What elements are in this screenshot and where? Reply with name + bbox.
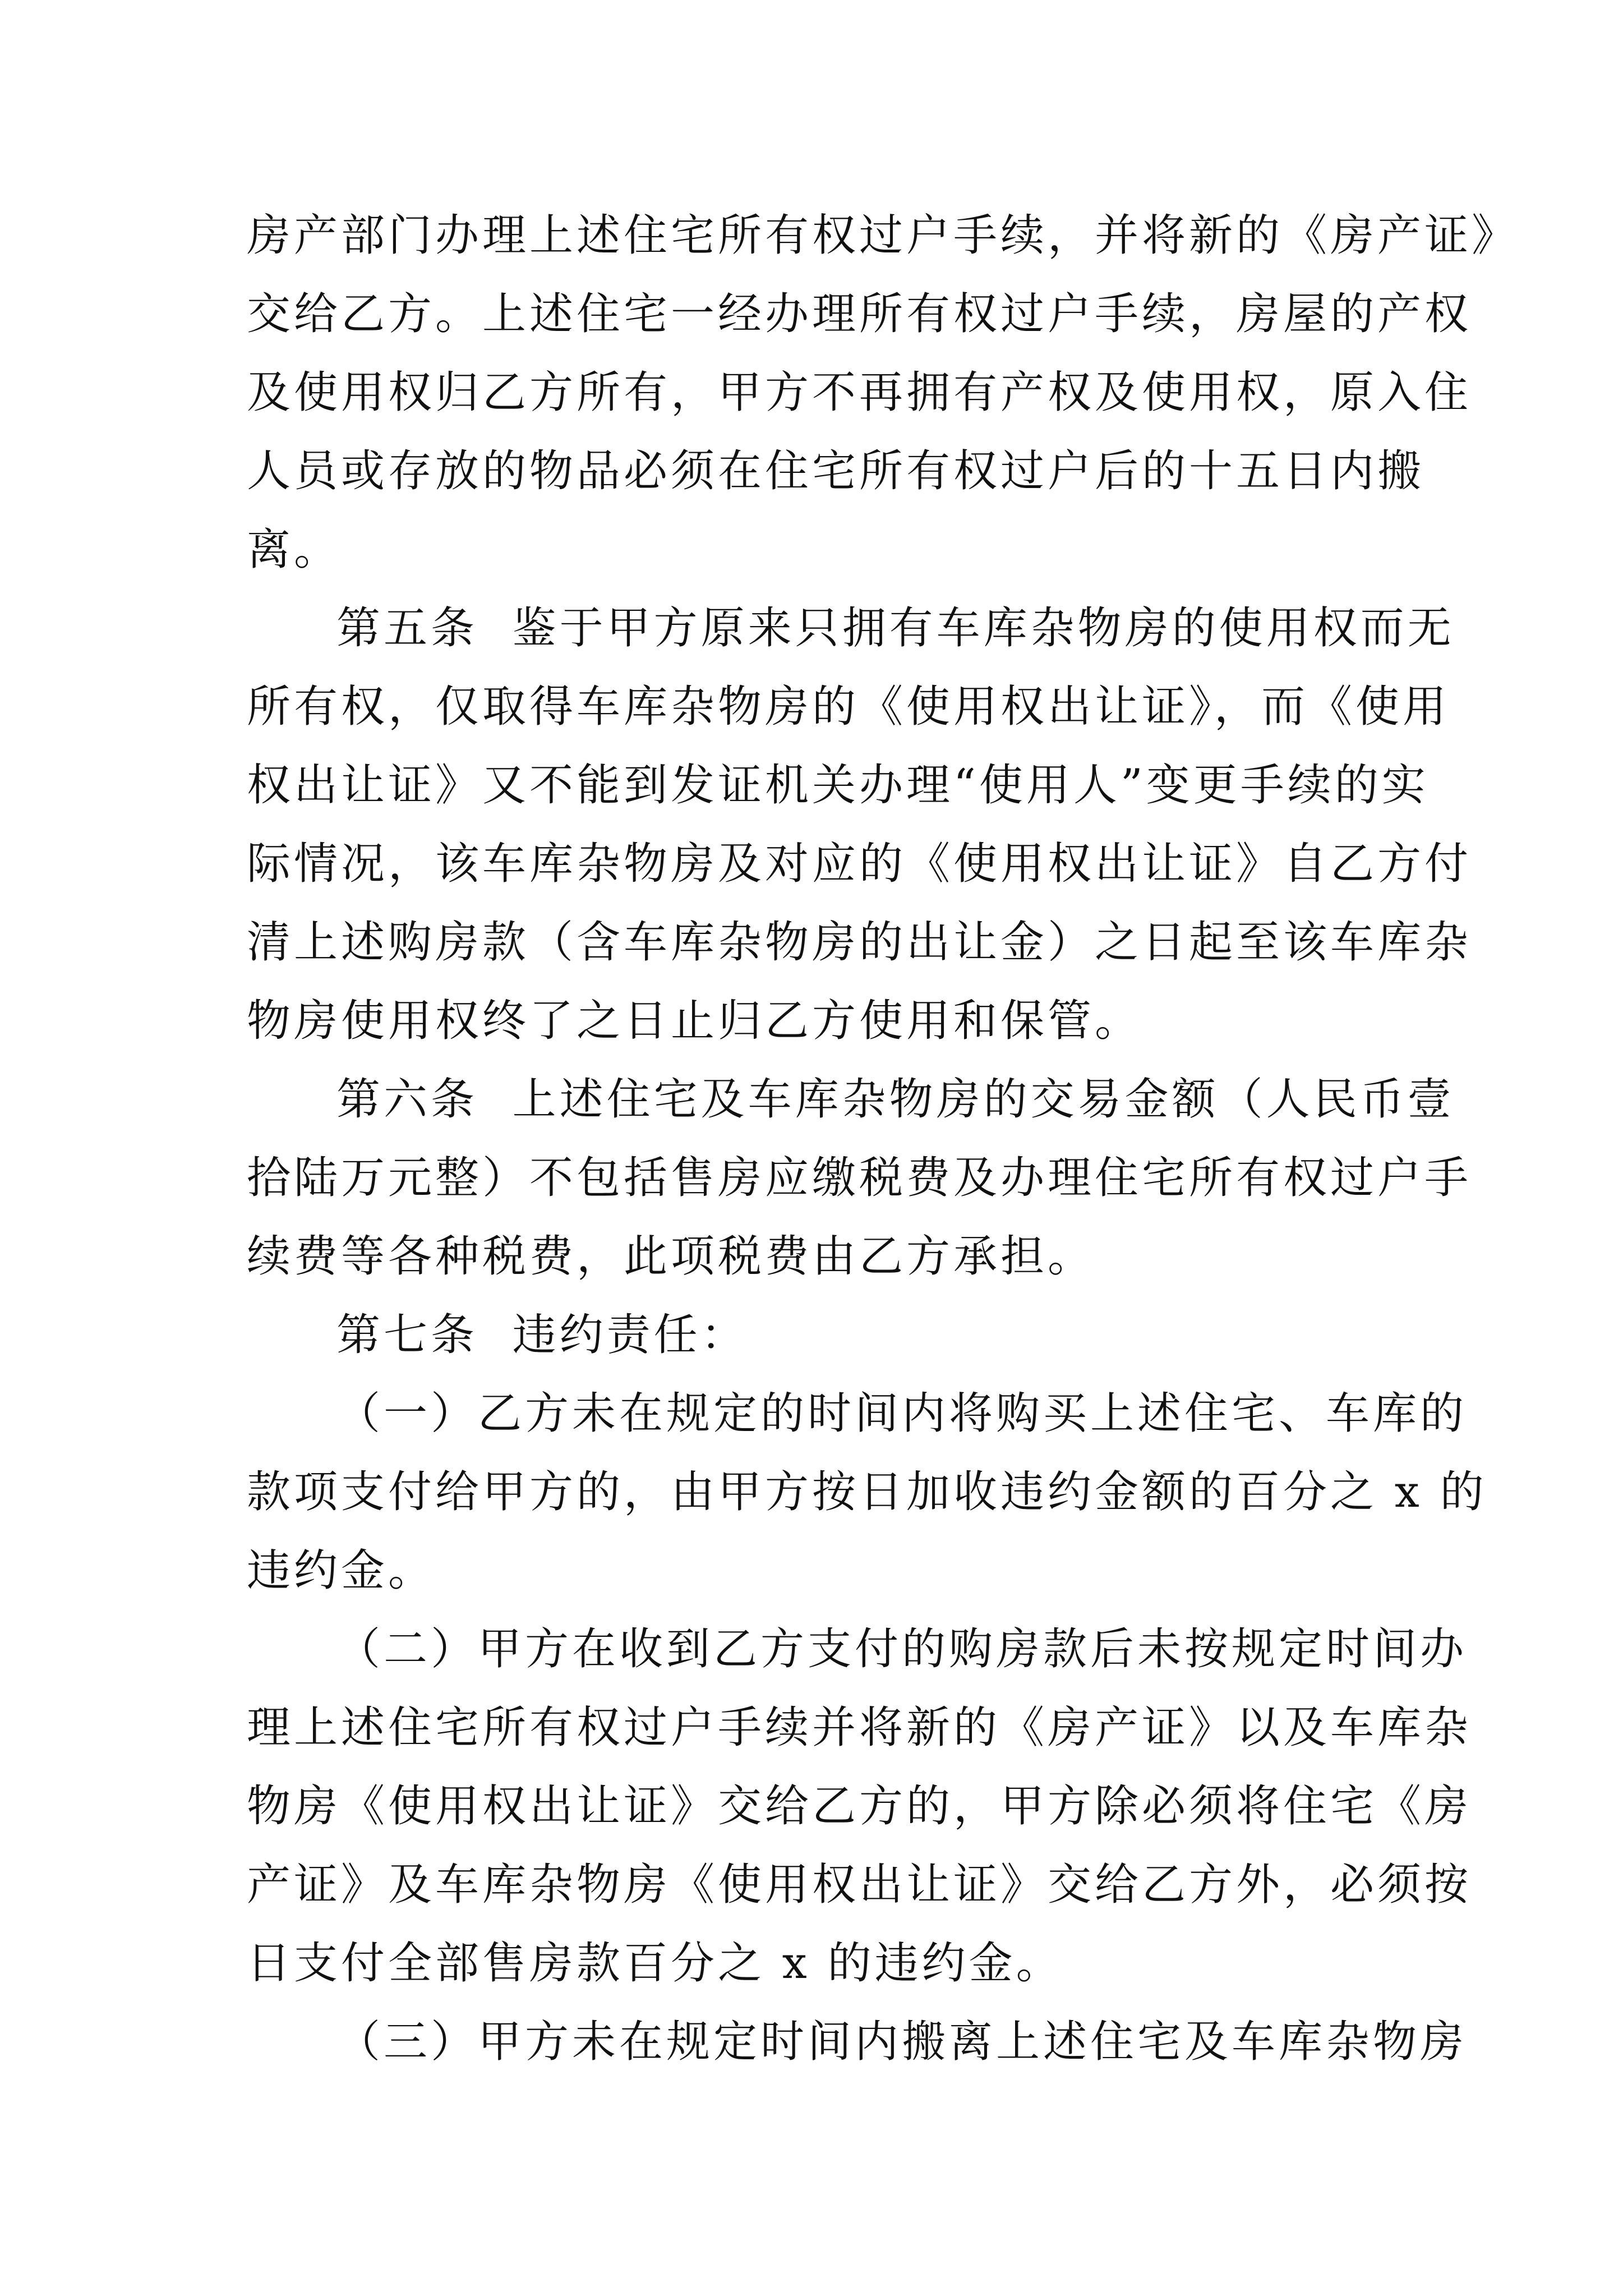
text-line: 违约金。 xyxy=(247,1545,436,1596)
text-line: 理上述住宅所有权过户手续并将新的《房产证》以及车库杂 xyxy=(247,1703,1472,1753)
text-line: 人员或存放的物品必须在住宅所有权过户后的十五日内搬 xyxy=(247,446,1425,496)
clause-7-heading-line: 第七条 违约责任： xyxy=(336,1310,748,1360)
text-line: 产证》及车库杂物房《使用权出让证》交给乙方外，必须按 xyxy=(247,1860,1472,1910)
text-line: 物房使用权终了之日止归乙方使用和保管。 xyxy=(247,996,1142,1046)
subclause-1-line: （一）乙方未在规定的时间内将购买上述住宅、车库的 xyxy=(336,1388,1468,1439)
text-line: 交给乙方。上述住宅一经办理所有权过户手续，房屋的产权 xyxy=(247,289,1472,339)
text-line: 续费等各种税费，此项税费由乙方承担。 xyxy=(247,1231,1095,1282)
subclause-2-line: （二）甲方在收到乙方支付的购房款后未按规定时间办 xyxy=(336,1624,1468,1674)
subclause-3-line: （三）甲方未在规定时间内搬离上述住宅及车库杂物房 xyxy=(336,2017,1468,2067)
clause-5-heading-line: 第五条 鉴于甲方原来只拥有车库杂物房的使用权而无 xyxy=(336,603,1455,654)
text-line: 房产部门办理上述住宅所有权过户手续，并将新的《房产证》 xyxy=(247,210,1519,261)
text-line: 所有权，仅取得车库杂物房的《使用权出让证》，而《使用 xyxy=(247,682,1450,732)
text-line: 日支付全部售房款百分之 x 的违约金。 xyxy=(247,1938,1063,1989)
text-line: 际情况，该车库杂物房及对应的《使用权出让证》自乙方付 xyxy=(247,839,1472,889)
text-line: 离。 xyxy=(247,524,342,575)
text-line: 物房《使用权出让证》交给乙方的，甲方除必须将住宅《房 xyxy=(247,1781,1472,1832)
clause-6-heading-line: 第六条 上述住宅及车库杂物房的交易金额（人民币壹 xyxy=(336,1074,1455,1125)
text-line: 拾陆万元整）不包括售房应缴税费及办理住宅所有权过户手 xyxy=(247,1153,1472,1203)
text-line: 权出让证》又不能到发证机关办理“使用人”变更手续的实 xyxy=(247,760,1429,811)
text-line: 款项支付给甲方的，由甲方按日加收违约金额的百分之 x 的 xyxy=(247,1467,1487,1517)
text-line: 清上述购房款（含车库杂物房的出让金）之日起至该车库杂 xyxy=(247,917,1472,968)
text-line: 及使用权归乙方所有，甲方不再拥有产权及使用权，原入住 xyxy=(247,367,1472,418)
